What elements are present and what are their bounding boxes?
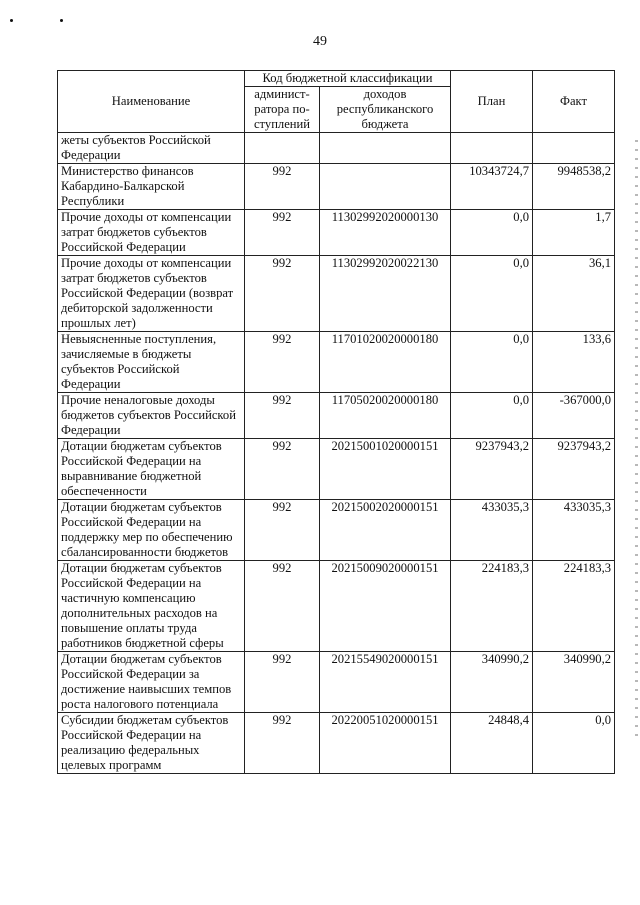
cell-name: Прочие неналоговые доходы бюджетов субъектов Российской Федерации	[58, 393, 245, 439]
cell-code	[320, 164, 451, 210]
table-row	[58, 652, 615, 713]
cell-fact: 133,6	[533, 332, 615, 393]
cell-plan: 340990,2	[451, 652, 533, 713]
cell-name: Дотации бюджетам субъектов Российской Федерации на выравнивание бюджетной обеспеченности	[58, 439, 245, 500]
cell-plan: 433035,3	[451, 500, 533, 561]
table-row	[58, 713, 615, 774]
cell-fact: 224183,3	[533, 561, 615, 652]
cell-plan: 0,0	[451, 210, 533, 256]
cell-admin: 992	[245, 500, 320, 561]
cell-fact: 433035,3	[533, 500, 615, 561]
cell-admin: 992	[245, 713, 320, 774]
cell-plan: 0,0	[451, 256, 533, 332]
table-row	[58, 332, 615, 393]
cell-fact: 36,1	[533, 256, 615, 332]
cell-admin: 992	[245, 652, 320, 713]
cell-fact: 1,7	[533, 210, 615, 256]
header-admin: админист-ратора по-ступлений	[245, 87, 320, 133]
cell-plan: 10343724,7	[451, 164, 533, 210]
cell-admin: 992	[245, 256, 320, 332]
cell-admin: 992	[245, 393, 320, 439]
cell-code: 11701020020000180	[320, 332, 451, 393]
cell-admin: 992	[245, 210, 320, 256]
cell-code: 20215009020000151	[320, 561, 451, 652]
table-row	[58, 439, 615, 500]
cell-code: 20215002020000151	[320, 500, 451, 561]
scan-dot-left	[10, 19, 13, 22]
cell-name: жеты субъектов Российской Федерации	[58, 133, 245, 164]
cell-name: Дотации бюджетам субъектов Российской Федерации на поддержку мер по обеспечению сбалансированности бюджетов	[58, 500, 245, 561]
cell-name: Дотации бюджетам субъектов Российской Федерации на частичную компенсацию дополнительных расходов на повышение оплаты труда работников бюджетной сферы	[58, 561, 245, 652]
cell-code	[320, 133, 451, 164]
budget-table	[57, 70, 615, 774]
cell-name: Прочие доходы от компенсации затрат бюджетов субъектов Российской Федерации	[58, 210, 245, 256]
cell-plan	[451, 133, 533, 164]
table-row	[58, 256, 615, 332]
cell-fact: -367000,0	[533, 393, 615, 439]
cell-name: Дотации бюджетам субъектов Российской Федерации за достижение наивысших темпов роста налогового потенциала	[58, 652, 245, 713]
cell-code: 20215549020000151	[320, 652, 451, 713]
cell-admin: 992	[245, 164, 320, 210]
cell-admin: 992	[245, 439, 320, 500]
cell-plan: 24848,4	[451, 713, 533, 774]
cell-name: Невыясненные поступления, зачисляемые в бюджеты субъектов Российской Федерации	[58, 332, 245, 393]
cell-plan: 9237943,2	[451, 439, 533, 500]
cell-code: 11705020020000180	[320, 393, 451, 439]
cell-admin: 992	[245, 561, 320, 652]
cell-fact	[533, 133, 615, 164]
cell-admin: 992	[245, 332, 320, 393]
cell-code: 20220051020000151	[320, 713, 451, 774]
cell-plan: 0,0	[451, 393, 533, 439]
header-fact: Факт	[533, 71, 615, 133]
table-body	[58, 133, 615, 774]
cell-name: Прочие доходы от компенсации затрат бюджетов субъектов Российской Федерации (возврат дебиторской задолженности прошлых лет)	[58, 256, 245, 332]
cell-fact: 0,0	[533, 713, 615, 774]
cell-fact: 9237943,2	[533, 439, 615, 500]
table-row	[58, 210, 615, 256]
cell-fact: 9948538,2	[533, 164, 615, 210]
cell-code: 11302992020000130	[320, 210, 451, 256]
cell-plan: 224183,3	[451, 561, 533, 652]
cell-name: Субсидии бюджетам субъектов Российской Федерации на реализацию федеральных целевых программ	[58, 713, 245, 774]
table-row	[58, 500, 615, 561]
header-plan: План	[451, 71, 533, 133]
cell-name: Министерство финансов Кабардино-Балкарской Республики	[58, 164, 245, 210]
table-row	[58, 164, 615, 210]
page-number: 49	[313, 34, 327, 49]
margin-scan-marks	[635, 140, 638, 740]
cell-fact: 340990,2	[533, 652, 615, 713]
scan-dot-right	[60, 19, 63, 22]
cell-code: 20215001020000151	[320, 439, 451, 500]
header-code-group: Код бюджетной классификации	[245, 71, 451, 87]
header-name: Наименование	[58, 71, 245, 133]
table-row	[58, 393, 615, 439]
table-row	[58, 561, 615, 652]
header-revenue: доходов республиканского бюджета	[320, 87, 451, 133]
header-row-1	[58, 71, 615, 87]
cell-code: 11302992020022130	[320, 256, 451, 332]
table-row	[58, 133, 615, 164]
cell-plan: 0,0	[451, 332, 533, 393]
cell-admin	[245, 133, 320, 164]
